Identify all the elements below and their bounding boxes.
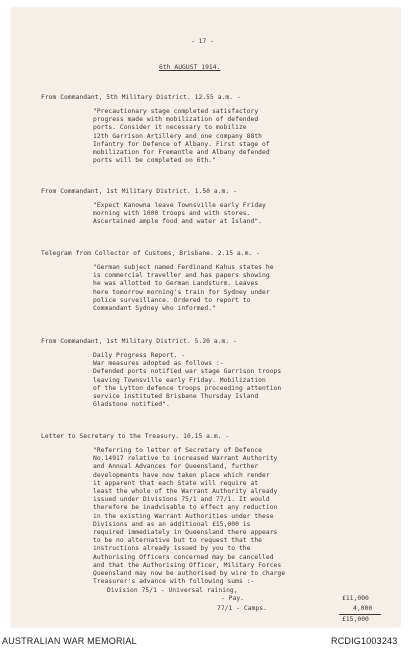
message-line: Authorising Officers concerned may be cancelled — [93, 553, 274, 561]
message-line: service instituted Brisbane Thursday Island — [93, 393, 259, 401]
message-line: of the Lytton defence troops proceeding attention — [93, 384, 282, 392]
message-line: progress made with mobilization of defended — [93, 116, 259, 124]
message-body — [93, 202, 266, 227]
document-page — [11, 8, 400, 627]
funds-row-amount: 4,000 — [353, 605, 373, 612]
funds-total-rule — [339, 614, 381, 615]
message-line: Ascertained ample food and water at Island". — [93, 218, 263, 226]
funds-row-amount: £11,000 — [342, 595, 369, 602]
message-body — [93, 108, 270, 165]
funds-row-label: - Pay. — [221, 595, 245, 602]
message-line: leaving Townsville early Friday. Mobilization — [93, 376, 266, 384]
message-line: is commercial traveller and has papers showing — [93, 272, 270, 280]
message-line: ports will be completed on 6th." — [93, 157, 216, 165]
message-line: "Precautionary stage completed satisfactory — [93, 108, 259, 115]
message-line: Treasurer's advance with following sums :- — [93, 578, 255, 586]
message-body — [93, 447, 285, 586]
message-line: developments have now taken place which render — [93, 471, 270, 479]
message-line: it apparent that each State will require at — [93, 479, 259, 487]
message-line: in the existing Warrant Authorities under these — [93, 512, 274, 520]
message-line: "German subject named Ferdinand Kahus states he — [93, 264, 274, 271]
message-line: Commandant Sydney who informed." — [93, 305, 216, 313]
archive-source-label: AUSTRALIAN WAR MEMORIAL — [2, 636, 137, 646]
message-line: "Referring to letter of Secretary of Defence — [93, 447, 263, 454]
message-line: morning with 1000 troops and with stores. — [93, 210, 251, 218]
message-line: Daily Progress Report. - — [93, 352, 186, 359]
message-line: No.14917 relative to increased Warrant Authority — [93, 455, 278, 463]
funds-row-label: Division 75/1 - Universal raining, — [107, 587, 238, 594]
message-body — [93, 264, 274, 313]
message-line: 12th Garrison Artillery and one company 88th — [93, 132, 263, 140]
message-body — [93, 352, 281, 409]
archive-record-id: RCDIG1003243 — [331, 636, 398, 646]
message-line: Gladstone notified". — [93, 401, 170, 409]
message-line: he was allotted to German Landsturm. Leaves — [93, 280, 259, 288]
message-line: "Expect Kanowna leave Townsville early Friday — [93, 202, 266, 209]
message-line: therefore be inadvisable to effect any reduction — [93, 504, 278, 512]
funds-total: £15,000 — [342, 616, 369, 623]
message-line: Infantry for Defence of Albany. First stage of — [93, 140, 270, 148]
message-line: Defended ports notified war stage Garrison troops — [93, 368, 282, 376]
funds-row-label: 77/1 - Camps. — [217, 605, 267, 612]
message-line: police surveillance. Ordered to report to — [93, 296, 251, 304]
page-date-heading: 6th AUGUST 1914. — [159, 64, 221, 71]
message-line: mobilization for Fremantle and Albany defended — [93, 149, 270, 157]
message-line: least the whole of the Warrant Authority already — [93, 488, 278, 496]
message-header: Letter to Secretary to the Treasury. 10.15 a.m. - — [41, 433, 230, 440]
message-header: Telegram from Collector of Customs, Brisbane. 2.15 a.m. - — [41, 250, 260, 257]
message-line: and Annual Advances for Queensland, further — [93, 463, 259, 471]
page-number: - 17 - — [191, 38, 215, 45]
message-line: issued under Divisions 75/1 and 77/1. It would — [93, 496, 270, 504]
message-line: instructions already issued by you to the — [93, 545, 251, 553]
message-line: here tomorrow morning's train for Sydney under — [93, 288, 270, 296]
message-line: ports. Consider it necessary to mobilize — [93, 124, 247, 132]
message-line: to be no alternative but to request that the — [93, 537, 263, 545]
message-header: From Commandant, 5th Military District. 12.55 a.m. - — [41, 94, 241, 101]
message-line: and that the Authorising Officer, Military Forces — [93, 561, 282, 569]
message-line: Divisions and as an additional £15,000 is — [93, 520, 251, 528]
message-line: Queensland may now be authorised by wire to charge — [93, 570, 286, 578]
message-line: required immediately in Queensland there appears — [93, 529, 278, 537]
message-line: War measures adopted as follows :- — [93, 360, 224, 368]
message-header: From Commandant, 1st Military District. 5.20 a.m. - — [41, 338, 237, 345]
message-header: From Commandant, 1st Military District. 1.50 a.m. - — [41, 188, 237, 195]
